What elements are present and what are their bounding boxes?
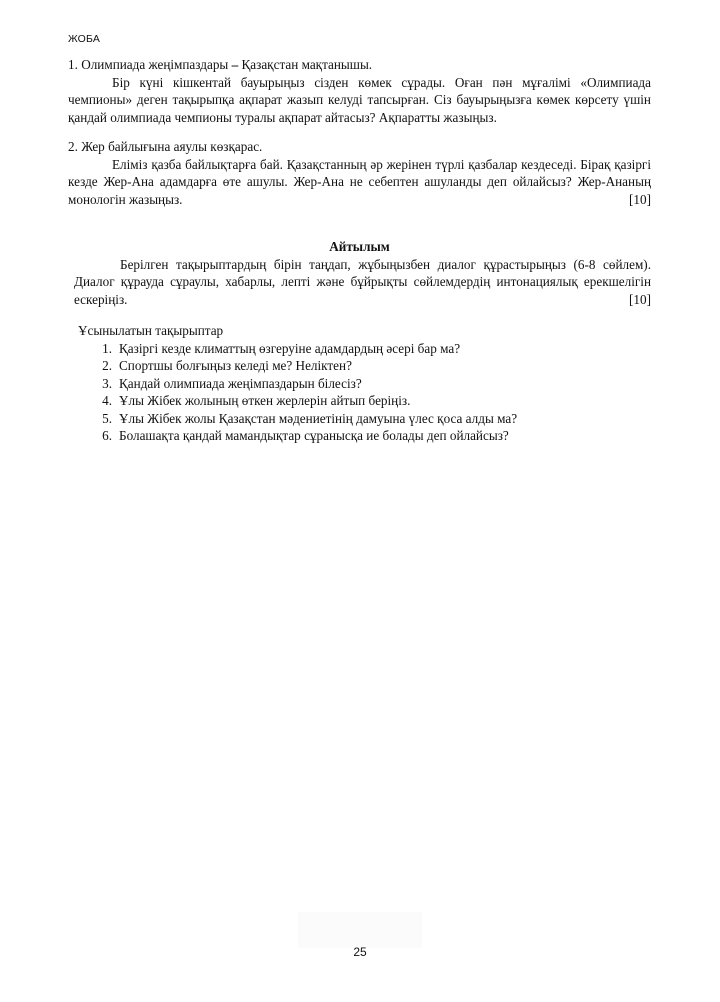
topic-item (92, 392, 651, 410)
topic-text: Қандай олимпиада жеңімпаздарын білесіз? (119, 375, 362, 391)
task-2-body-text: Еліміз қазба байлықтарға бай. Қазақстанның әр жерінен түрлі қазбалар кездеседі. Бірақ қазіргі кезде Жер-Ана адамдарға өте ашулы. Жер-Ана не себептен ашуланды деп ойлайсыз? Жер-Ананың монологін жазыңыз. (68, 156, 651, 207)
task-1-title-dash: – (231, 57, 239, 72)
task-2-title: 2. Жер байлығына аяулы көзқарас. (68, 139, 263, 154)
topic-text: Ұлы Жібек жолының өткен жерлерін айтып беріңіз. (119, 393, 411, 408)
topics-list (68, 340, 651, 445)
speaking-body-text: Берілген тақырыптардың бірін таңдап, жұбыңызбен диалог құрастырыңыз (6-8 сөйлем). Диалог құрауда сұраулы, хабарлы, лепті және бұйрықты сөйлемдердің интонациялық ерекшелігін ескеріңіз. (74, 256, 651, 307)
topic-number: 2. (102, 358, 112, 373)
topic-text: Спортшы болғыңыз келеді ме? Неліктен? (119, 358, 352, 373)
topic-item (92, 427, 651, 445)
task-1-number: 1. (68, 57, 78, 72)
topic-number: 6. (102, 428, 112, 443)
topic-text: Ұлы Жібек жолы Қазақстан мәдениетінің дамуына үлес қоса алды ма? (119, 410, 518, 426)
suggested-topics (68, 322, 651, 445)
topic-number: 4. (102, 393, 112, 408)
task-1 (68, 56, 651, 126)
draft-label: ЖОБА (68, 33, 101, 45)
task-1-title (68, 56, 651, 74)
speaking-score: [10] (629, 291, 651, 307)
topic-number: 3. (102, 375, 112, 391)
page-number: 25 (353, 945, 367, 959)
speaking-body (68, 256, 651, 309)
faint-watermark-area (298, 912, 422, 948)
topic-text: Қазіргі кезде климаттың өзгеруіне адамдардың әсері бар ма? (119, 340, 461, 356)
topics-heading: Ұсынылатын тақырыптар (78, 323, 224, 338)
topic-item (92, 410, 651, 428)
task-2-body (68, 156, 651, 209)
task-1-body: Бір күні кішкентай бауырыңыз сізден көмек сұрады. Оған пән мұғалімі «Олимпиада чемпионы» деген тақырыпқа ақпарат жазып келуді тапсырған. Сіз бауырыңызға көмек көрсету үшін қандай олимпиада чемпионы туралы ақпарат айтасыз? Ақпаратты жазыңыз. (68, 74, 651, 125)
task-1-title-part2: Қазақстан мақтанышы. (241, 57, 373, 72)
speaking-section (68, 238, 651, 308)
topic-item (92, 375, 651, 393)
speaking-title: Айтылым (329, 239, 390, 254)
topic-item (92, 340, 651, 358)
task-2-score: [10] (629, 191, 651, 207)
task-2 (68, 138, 651, 208)
task-1-title-part1: Олимпиада жеңімпаздары (81, 57, 229, 72)
topic-text: Болашақта қандай мамандықтар сұранысқа ие болады деп ойлайсыз? (119, 428, 509, 443)
topic-number: 5. (102, 410, 112, 426)
topic-number: 1. (102, 340, 112, 356)
topic-item (92, 357, 651, 375)
